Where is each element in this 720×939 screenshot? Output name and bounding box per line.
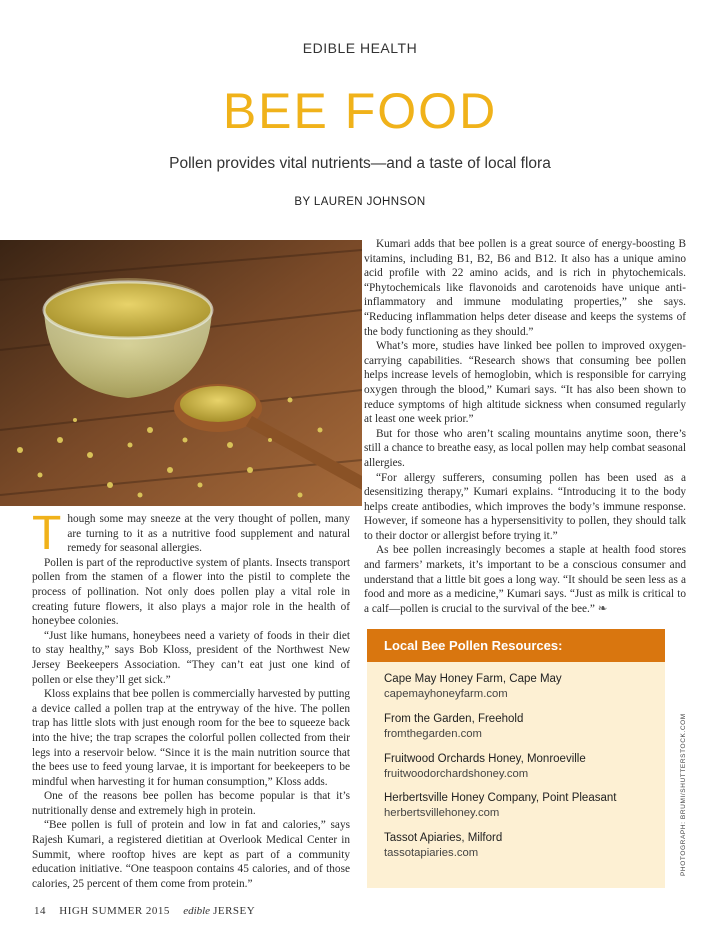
resources-box (367, 629, 665, 888)
article-paragraph: But for those who aren’t scaling mountains anytime soon, there’s still a chance to breathe easy, as local pollen may help combat seasonal allergies. (364, 427, 686, 469)
page-footer (34, 905, 265, 917)
resource-name: Tassot Apiaries, Milford (384, 832, 503, 844)
article-paragraph: What’s more, studies have linked bee pollen to improved oxygen-carrying capabilities. “Research shows that consuming bee pollen helps increase levels of hemoglobin, which is responsible for carrying oxygen through the blood,” Kumari says. “It has also been shown to reduce symptoms of high altitude sickness when consumed regularly at least one week prior.” (364, 340, 686, 426)
resources-heading: Local Bee Pollen Resources: (367, 629, 665, 662)
issue-label: HIGH SUMMER 2015 (59, 905, 170, 917)
photo-credit: PHOTOGRAPH: BRUMI/SHUTTERSTOCK.COM (680, 713, 687, 876)
resource-url: tassotapiaries.com (384, 847, 479, 859)
resource-item (384, 752, 586, 782)
resource-name: Cape May Honey Farm, Cape May (384, 673, 562, 685)
resource-name: Fruitwood Orchards Honey, Monroeville (384, 753, 586, 765)
article-column-left (32, 507, 350, 891)
resource-item (384, 672, 562, 702)
magazine-name-edible: edible (183, 905, 211, 917)
article-paragraph: Though some may sneeze at the very thought of pollen, many are turning to it as a nutritive food supplement and natural remedy for seasonal allergies. (32, 507, 350, 560)
article-column-right (364, 237, 686, 616)
resource-url: herbertsvillehoney.com (384, 807, 500, 819)
article-paragraph: Kumari adds that bee pollen is a great source of energy-boosting B vitamins, including B1, B2, B6 and B12. It also has a unique amino acid profile with 22 amino acids, and is rich in phytochemicals. “Phytochemicals like flavonoids and carotenoids have unique anti-inflammatory and immune modulating properties,” she says. “Reducing inflammation helps deter disease and keeps the systems of the body functioning as they should.” (364, 238, 686, 338)
resource-name: From the Garden, Freehold (384, 713, 524, 725)
article-paragraph: Pollen is part of the reproductive system of plants. Insects transport pollen from the stamen of a flower into the pistil to complete the process of pollination. Not only does pollen play a vital role in creating future flowers, it also plays a major role in the health of honeybee colonies. (32, 556, 350, 628)
resource-item (384, 831, 502, 861)
end-of-article-icon: ❧ (597, 602, 608, 615)
drop-cap: T (32, 507, 62, 560)
article-paragraph: “For allergy sufferers, consuming pollen has been used as a desensitizing therapy,” Kumari explains. “Introducing it to the body helps create antibodies, which improves the body’s immune response. However, if someone has a hypersensitivity to pollen, they should talk to their doctor or allergist before trying it.” (364, 471, 686, 542)
resource-item (384, 712, 523, 742)
resource-url: capemayhoneyfarm.com (384, 688, 508, 700)
byline: BY LAUREN JOHNSON (294, 196, 426, 208)
article-paragraph: As bee pollen increasingly becomes a staple at health food stores and farmers’ markets, it’s important to be a conscious consumer and understand that a little bit goes a long way. “It should be seen less as a food and more as a medicine,” Kumari says. “Just as milk is critical to a calf—pollen is crucial to the survival of the bee.” ❧ (364, 544, 686, 615)
resource-url: fromthegarden.com (384, 728, 482, 740)
article-paragraph: Kloss explains that bee pollen is commercially harvested by putting a device called a pollen trap at the entryway of the hive. The pollen trap has little slots with just enough room for the bee to squeeze back into the hive; the trap scrapes the colorful pollen collected from their legs into a reservoir below. “Since it is the main nutrition source that the bees use to feed young larvae, it is important for beekeepers to be mindful when harvesting it for human consumption,” Kloss adds. (32, 688, 350, 788)
article-paragraph: One of the reasons bee pollen has become popular is that it’s nutritionally dense and extremely high in protein. (32, 790, 350, 817)
resource-item (384, 791, 616, 821)
page-number: 14 (34, 905, 46, 917)
resource-url: fruitwoodorchardshoney.com (384, 768, 529, 780)
bee-pollen-photo (0, 240, 362, 506)
article-paragraph: “Just like humans, honeybees need a variety of foods in their diet to stay healthy,” says Bob Kloss, president of the Northwest New Jersey Beekeepers Association. “They can’t eat just one kind of pollen or else they’ll get sick.” (32, 629, 350, 686)
article-title: BEE FOOD (222, 83, 498, 139)
article-paragraph: “Bee pollen is full of protein and low in fat and calories,” says Rajesh Kumari, a registered dietitian at Overlook Medical Center in Summit, where rooftop hives are kept as part of a community education initiative. “One teaspoon contains 45 calories, and of those calories, 25 percent of them come from protein.” (32, 819, 350, 890)
section-label: EDIBLE HEALTH (302, 40, 418, 56)
resource-name: Herbertsville Honey Company, Point Pleasant (384, 792, 617, 804)
article-subtitle: Pollen provides vital nutrients—and a taste of local flora (169, 155, 551, 172)
magazine-name-region: JERSEY (213, 905, 256, 917)
